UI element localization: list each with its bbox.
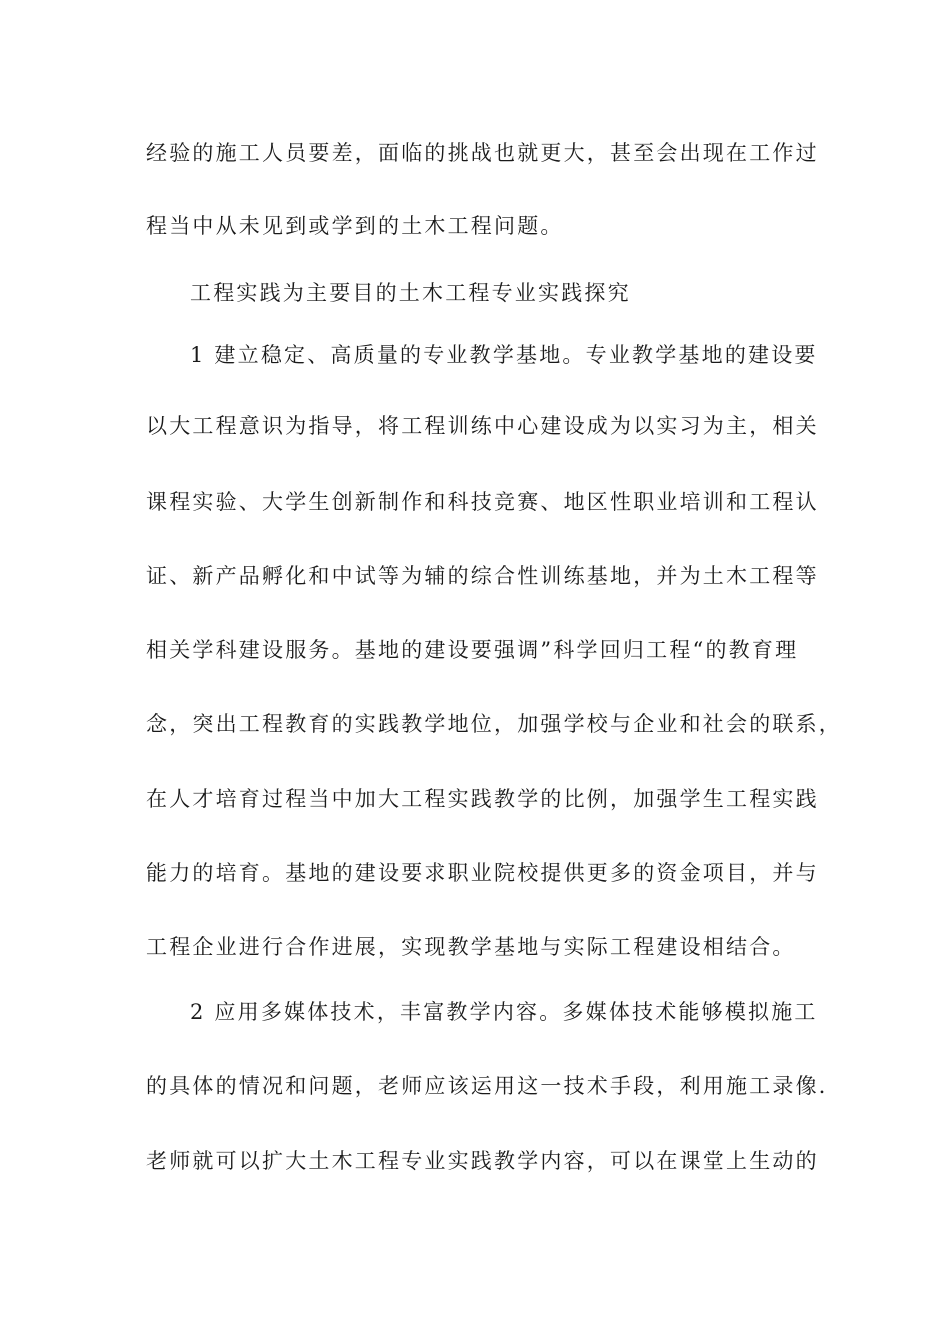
body-text-line: 程当中从未见到或学到的土木工程问题。 [146, 214, 564, 238]
body-text-line: 证、新产品孵化和中试等为辅的综合性训练基地，并为土木工程等 [146, 564, 819, 588]
body-text-line: 相关学科建设服务。基地的建设要强调”科学回归工程“的教育理 [146, 638, 799, 662]
body-text-line: 课程实验、大学生创新制作和科技竞赛、地区性职业培训和工程认 [146, 490, 819, 514]
body-text-line: 的具体的情况和问题，老师应该运用这一技术手段，利用施工录像． [146, 1074, 842, 1098]
body-text-line: 2 应用多媒体技术，丰富教学内容。多媒体技术能够模拟施工 [190, 1000, 818, 1024]
section-heading: 工程实践为主要目的土木工程专业实践探究 [190, 281, 631, 305]
body-text-line: 老师就可以扩大土木工程专业实践教学内容，可以在课堂上生动的 [146, 1149, 819, 1173]
body-text-line: 念，突出工程教育的实践教学地位，加强学校与企业和社会的联系， [146, 712, 842, 736]
body-text-line: 能力的培育。基地的建设要求职业院校提供更多的资金项目，并与 [146, 861, 819, 885]
body-text-line: 在人才培育过程当中加大工程实践教学的比例，加强学生工程实践 [146, 787, 819, 811]
body-text-line: 工程企业进行合作进展，实现教学基地与实际工程建设相结合。 [146, 935, 796, 959]
body-text-line: 经验的施工人员要差，面临的挑战也就更大，甚至会出现在工作过 [146, 141, 819, 165]
body-text-line: 1 建立稳定、高质量的专业教学基地。专业教学基地的建设要 [190, 343, 818, 367]
body-text-line: 以大工程意识为指导，将工程训练中心建设成为以实习为主，相关 [146, 414, 819, 438]
